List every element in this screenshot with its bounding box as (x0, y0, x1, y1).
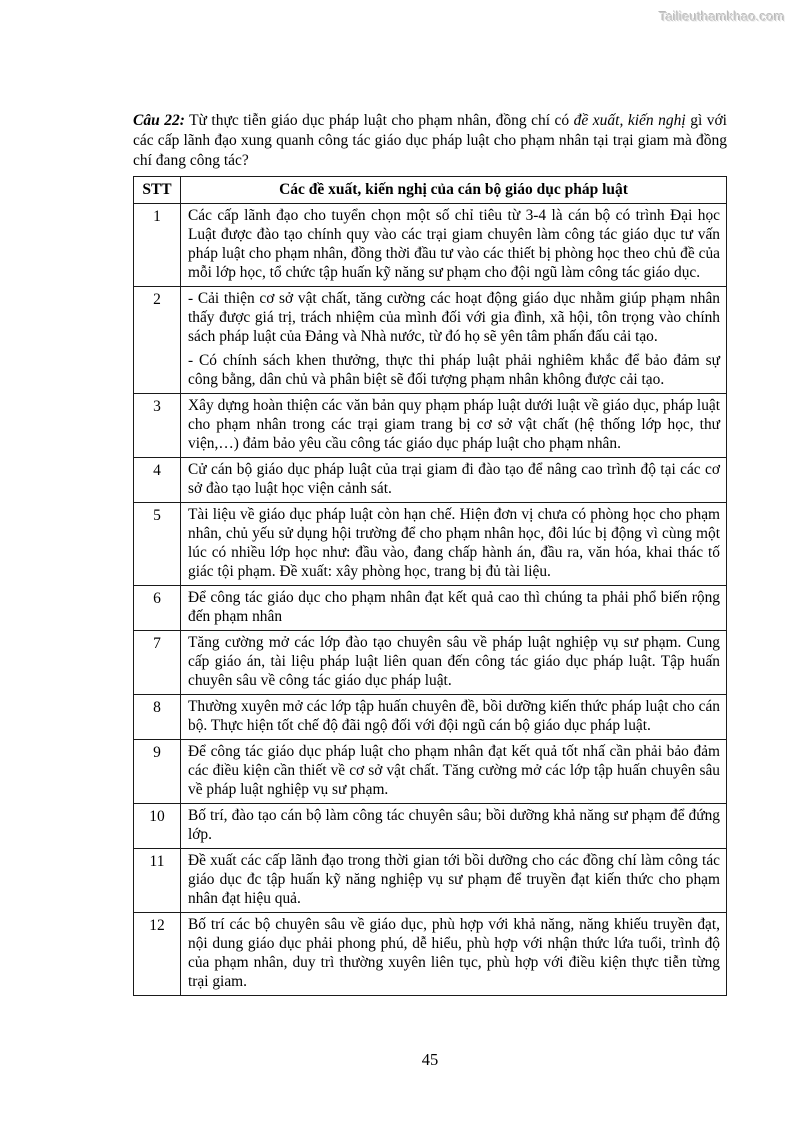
proposals-table (133, 176, 727, 996)
row-paragraph: Tài liệu về giáo dục pháp luật còn hạn chế. Hiện đơn vị chưa có phòng học cho phạm nhân, chủ yếu sử dụng hội trường để cho phạm nhân học, đôi lúc bị động vì cùng một lúc có nhiều lớp học như: đầu vào, đang chấp hành án, đầu ra, văn hóa, khai thác tố giác tội phạm. Đề xuất: xây phòng học, trang bị đủ tài liệu. (188, 506, 720, 580)
row-paragraph: Bố trí các bộ chuyên sâu về giáo dục, phù hợp với khả năng, năng khiếu truyền đạt, nội dung giáo dục phải phong phú, dễ hiểu, phù hợp với nhận thức lứa tuổi, trình độ của phạm nhân, duy trì thường xuyên liên tục, phù hợp với điều kiện thực tiễn từng trại giam. (188, 916, 720, 990)
table-row (134, 458, 727, 503)
stt-cell: 11 (134, 849, 181, 913)
table-row (134, 695, 727, 740)
table-row (134, 586, 727, 631)
page-number: 45 (421, 1050, 439, 1069)
row-paragraph: - Có chính sách khen thưởng, thực thi pháp luật phải nghiêm khắc để bảo đảm sự công bằng, dân chủ và phân biệt sẽ đối tượng phạm nhân không được cải tạo. (188, 352, 720, 388)
row-paragraph: Đề xuất các cấp lãnh đạo trong thời gian tới bồi dưỡng cho các đồng chí làm công tác giáo dục đc tập huấn kỹ năng nghiệp vụ sư phạm để truyền đạt kiến thức cho phạm nhân đạt hiệu quả. (188, 852, 720, 907)
question-paragraph (133, 111, 727, 171)
question-text-1: Từ thực tiễn giáo dục pháp luật cho phạm nhân, đồng chí có (184, 112, 574, 129)
content-cell (181, 695, 727, 740)
content-cell (181, 503, 727, 586)
header-stt: STT (134, 177, 181, 204)
table-row (134, 204, 727, 287)
stt-cell: 3 (134, 394, 181, 458)
row-paragraph: Các cấp lãnh đạo cho tuyển chọn một số chỉ tiêu từ 3-4 là cán bộ có trình Đại học Luật được đào tạo chính quy vào các trại giam chuyên làm công tác giáo dục tư vấn pháp luật cho phạm nhân, đồng thời đầu tư vào các thiết bị phòng học theo chủ đề của mỗi lớp học, tổ chức tập huấn kỹ năng sư phạm cho đội ngũ làm công tác giáo dục. (188, 207, 720, 281)
table-row (134, 740, 727, 804)
stt-cell: 10 (134, 804, 181, 849)
content-cell (181, 849, 727, 913)
content-cell (181, 804, 727, 849)
table-header-row (134, 177, 727, 204)
row-paragraph: Tăng cường mở các lớp đào tạo chuyên sâu về pháp luật nghiệp vụ sư phạm. Cung cấp giáo án, tài liệu pháp luật liên quan đến công tác giáo dục pháp luật. Tập huấn chuyên sâu về công tác giáo dục pháp luật. (188, 634, 720, 689)
content-cell (181, 287, 727, 394)
stt-cell: 1 (134, 204, 181, 287)
row-paragraph: Xây dựng hoàn thiện các văn bản quy phạm pháp luật dưới luật về giáo dục, pháp luật cho phạm nhân trong các trại giam trang bị cơ sở vật chất (hệ thống lớp học, thư viện,…) đảm bảo yêu cầu công tác giáo dục pháp luật cho phạm nhân. (188, 397, 720, 452)
stt-cell: 6 (134, 586, 181, 631)
content-cell (181, 631, 727, 695)
content-cell (181, 394, 727, 458)
table-row (134, 849, 727, 913)
table-row (134, 503, 727, 586)
table-row (134, 804, 727, 849)
row-paragraph: Thường xuyên mở các lớp tập huấn chuyên đề, bồi dưỡng kiến thức pháp luật cho cán bộ. Thực hiện tốt chế độ đãi ngộ đối với đội ngũ cán bộ giáo dục pháp luật. (188, 698, 720, 734)
document-content (133, 111, 727, 996)
table-row (134, 394, 727, 458)
stt-cell: 7 (134, 631, 181, 695)
watermark: Tailieuthamkhao.com (659, 9, 785, 24)
content-cell (181, 740, 727, 804)
stt-cell: 12 (134, 913, 181, 996)
content-cell (181, 204, 727, 287)
row-paragraph: Để công tác giáo dục cho phạm nhân đạt kết quả cao thì chúng ta phải phổ biến rộng đến phạm nhân (188, 589, 720, 625)
row-paragraph: - Cải thiện cơ sở vật chất, tăng cường các hoạt động giáo dục nhằm giúp phạm nhân thấy được giá trị, trách nhiệm của mình đối với gia đình, xã hội, tôn trọng vào chính sách pháp luật của Đảng và Nhà nước, từ đó họ sẽ yên tâm phấn đấu cải tạo. (188, 290, 720, 345)
question-italic-phrase: đề xuất, kiến nghị (573, 112, 686, 129)
row-paragraph: Cử cán bộ giáo dục pháp luật của trại giam đi đào tạo để nâng cao trình độ tại các cơ sở đào tạo luật học viện cảnh sát. (188, 461, 720, 497)
question-text-2: gì với các cấp lãnh đạo xung quanh công tác giáo dục pháp luật cho phạm nhân tại trại giam mà đồng chí đang công tác? (133, 112, 727, 169)
stt-cell: 5 (134, 503, 181, 586)
stt-cell: 8 (134, 695, 181, 740)
row-paragraph: Bố trí, đào tạo cán bộ làm công tác chuyên sâu; bồi dưỡng khả năng sư phạm để đứng lớp. (188, 807, 720, 843)
content-cell (181, 913, 727, 996)
row-paragraph: Để công tác giáo dục pháp luật cho phạm nhân đạt kết quả tốt nhấ cần phải bảo đảm các điều kiện cần thiết về cơ sở vật chất. Tăng cường mở các lớp tập huấn chuyên sâu về pháp luật nghiệp vụ sư phạm. (188, 743, 720, 798)
content-cell (181, 458, 727, 503)
question-label: Câu 22: (133, 112, 185, 129)
table-row (134, 631, 727, 695)
stt-cell: 2 (134, 287, 181, 394)
table-row (134, 287, 727, 394)
stt-cell: 9 (134, 740, 181, 804)
content-cell (181, 586, 727, 631)
table-row (134, 913, 727, 996)
header-proposals: Các đề xuất, kiến nghị của cán bộ giáo dục pháp luật (181, 177, 727, 204)
stt-cell: 4 (134, 458, 181, 503)
